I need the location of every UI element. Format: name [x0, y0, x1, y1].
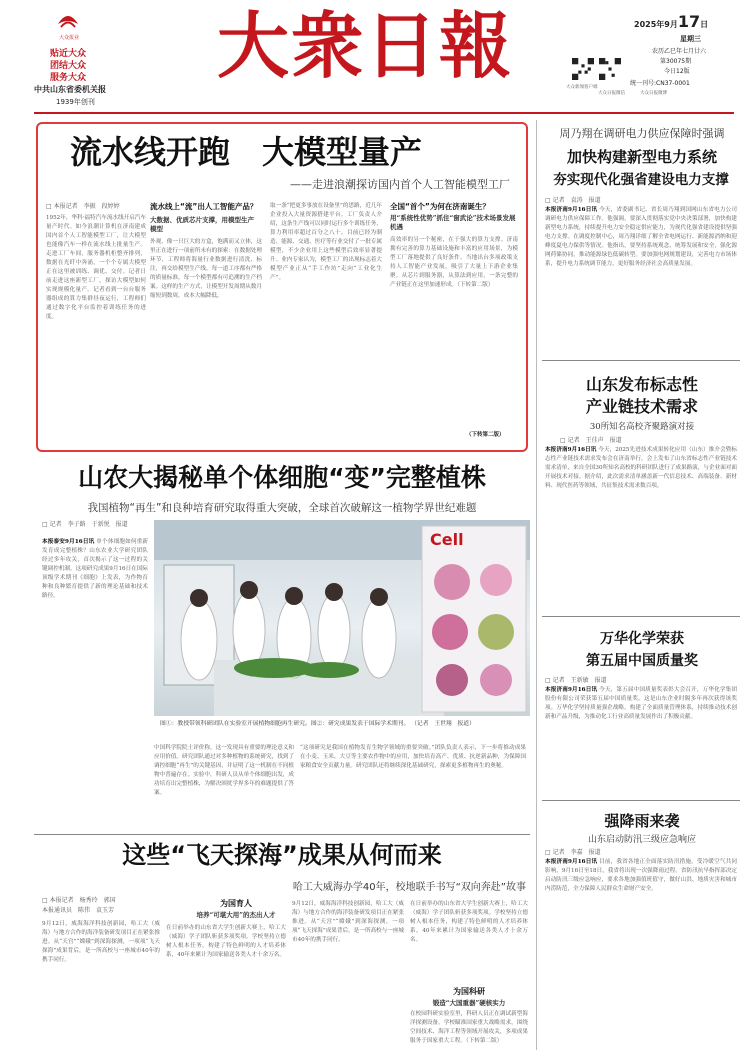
sidebar-mid-subhead: 30所知名高校齐聚路演对接 [589, 422, 695, 432]
sidebar-top-text [545, 206, 737, 352]
qr-label-weibo: 大众日报微博 [640, 91, 667, 96]
second-headline: 山农大揭秘单个体细胞“变”完整植株 [78, 463, 486, 492]
masthead-divider [34, 112, 734, 114]
lead-col4: 高效率的另一个秘密，在于强大的算力支撑。济南拥有完善的算力基础设施和丰富的应用场景，为模型工厂落地提供了良好条件。当地出台多项政策支持人工智能产业发展，吸引了大量上下游企业集聚。从芯片到服务器，从算法到应用，一条完整的产业链正在这里加速形成。（下转第二版） [390, 237, 518, 288]
third-sub1-quote: 培养“可堪大用”的杰出人才 [196, 911, 276, 919]
issue-number: 第30075期 [660, 58, 692, 65]
third-sub1: 为国育人 [220, 899, 252, 908]
sidebar-award-headline-2: 第五届中国质量奖 [586, 653, 698, 669]
sidebar-award-headline-1: 万华化学荣获 [600, 631, 684, 647]
sidebar-top-kicker: 周乃翔在调研电力供应保障时强调 [559, 127, 725, 140]
lead-col2-heading: 流水线上“流”出人工智能产品？ [150, 202, 258, 211]
qr-label-app: 大众新闻客户端 [566, 85, 598, 90]
third-col2: 在日前举办的山东省大学生创新大赛上，哈工大（威海）学子团队斩获多项奖项。学校坚持立德树人根本任务，构建了特色鲜明的人才培养体系，40年来累计为国家输送各类人才十余万名。 [166, 925, 286, 958]
date-year-month: 2025年9月 [634, 20, 678, 29]
sidebar-rule-1 [542, 360, 740, 361]
photo-caption [160, 720, 524, 729]
sidebar-top-body: 今天，省委副书记、省长周乃翔到国网山东省电力公司调研电力供应保障工作。他强调，要深入贯彻落实党中央决策部署，加快构建新型电力系统，持续提升电力安全稳定供应能力，为现代化强省建设提供坚强电力支撑。在调度控制中心，周乃翔详细了解全省电网运行、新能源消纳和迎峰度夏电力保供等情况。他指出，要坚持系统观念，统筹发展和安全，强化源网荷储协同，推动能源绿色低碳转型。要加强电网规划建设，完善电力市场体系，提升电力系统调节能力，更好服务经济社会高质量发展。 [545, 207, 737, 267]
sidebar-rain-headline: 强降雨来袭 [604, 812, 680, 830]
lead-col1: 1952年，华科·福特汽车流水线开启汽车量产时代。如今浪潮计算机在济南建成国内首个人工智能模型工厂，让大模型也能像汽车一样在流水线上批量生产。走进工厂车间，服务器机柜整齐排列，数据在光纤中奔涌，一个个专属大模型正在这里被训练、调优、交付。记者日前走进这座新型工厂，探访大模型如何实现规模化量产。记者看到一台台服务器组成的算力集群昼夜运行，工程师们通过数字化平台监控着训练任务的进度。 [46, 215, 146, 320]
masthead [0, 0, 749, 112]
lead-byline: □ 本报记者 李振 段婷婷 [46, 203, 120, 210]
org-line: 中共山东省委机关报 [34, 85, 106, 94]
slogan-1: 贴近大众 [50, 49, 87, 59]
third-sub2-quote: 锻造“大国重器”硬核实力 [432, 999, 506, 1007]
cell-journal-label: Cell [430, 530, 464, 549]
publication-code: 统一刊号:CN37-0001 [630, 80, 690, 87]
sidebar-top-dateline: 本报济南9月16日讯 [545, 207, 598, 213]
slogan-2: 团结大众 [50, 61, 87, 71]
founded-line: 1939年创刊 [56, 98, 95, 106]
sidebar-rain-text [545, 858, 737, 1048]
date-day: 17 [677, 12, 701, 31]
sidebar-rain-dateline: 本报济南9月16日讯 [545, 859, 598, 865]
sidebar-top-byline: □ 记者 袁涛 报道 [545, 197, 601, 204]
publisher-short: 大众报业 [58, 35, 79, 41]
lead-subhead: ——走进浪潮探访国内首个人工智能模型工厂 [290, 178, 510, 191]
sidebar-rain-byline: □ 记者 李嘉 报道 [545, 849, 601, 856]
date-unit: 日 [700, 20, 709, 29]
sidebar-award-text [545, 686, 737, 790]
sidebar-rule-3 [542, 800, 740, 801]
date-block [634, 12, 734, 31]
sidebar-mid-byline: □ 记者 王佳声 报道 [560, 437, 622, 444]
sidebar-award-body: 今天，第五届中国质量奖表彰大会召开，万华化学集团股份有限公司荣获第五届中国质量奖。这是山东企业时隔多年再次获得该奖项。万华化学坚持质量强企战略，构建了全面质量管理体系，持续推动技术创新和产品升级，为推动化工行业高质量发展作出了积极贡献。 [545, 687, 737, 720]
second-body: 单个体细胞如何重新发育成完整植株？山东农业大学研究团队经过多年攻关，首次揭示了这一过程的关键调控机制。这项研究成果9月16日在国际顶级学术期刊《细胞》上发表，为作物育种和良种繁育提供了新的理论基础和技术路径。 [42, 539, 148, 599]
sidebar-top-headline-2: 夯实现代化强省建设电力支撑 [553, 172, 729, 188]
lead-col3: 取一条“把更多事放在设备里”的思路，近几年企业投入大量资源搭建平台。工厂负责人介绍，这条生产线可以同时运行多个训练任务，算力利用率超过百分之八十。目前已经为制造、能源、交通、医疗等行业交付了一批专属模型，不少企业用上这些模型后效率显著提升。业内专家认为，模型工厂的出现标志着大模型产业正从“手工作坊”走向“工业化生产”。 [270, 203, 382, 281]
lead-headline: 流水线开跑 大模型量产 [70, 133, 423, 171]
sidebar-mid-text [545, 446, 737, 606]
second-subhead: 我国植物“再生”和良种培育研究取得重大突破，全球首次破解这一植物学界世纪难题 [87, 502, 477, 514]
sidebar-mid-headline-1: 山东发布标志性 [585, 375, 698, 394]
third-subhead: 哈工大威海办学40年，校地联手书写“双向奔赴”故事 [292, 882, 526, 893]
lead-col2-quote: 大数据、优质芯片支撑，用模型生产模型 [150, 216, 254, 233]
sidebar-top-headline-1: 加快构建新型电力系统 [566, 148, 717, 166]
lead-col4-quote: 用“系统性优势”抓住“窗武论”技术场景发展机遇 [390, 214, 516, 231]
third-headline: 这些“飞天探海”成果从何而来 [122, 841, 442, 869]
third-col4-top: 在日前举办的山东省大学生创新大赛上，哈工大（威海）学子团队斩获多项奖项。学校坚持立德树人根本任务，构建了特色鲜明的人才培养体系，40年来累计为国家输送各类人才十余万名。 [410, 901, 528, 943]
cell-journal-cover-icon [426, 554, 522, 704]
newspaper-title: 大衆日報 [216, 3, 513, 88]
sidebar-mid-dateline: 本报济南9月16日讯 [545, 447, 597, 453]
second-byline: □ 记者 李子路 于新悦 报道 [42, 521, 128, 528]
second-col2: 中国科学院院士评价称，这一发现具有重要的理论意义和应用价值。研究团队通过对多种植物的系统研究，找到了调控细胞“再生”的关键基因，并证明了这一机制在不同植物中普遍存在。实验中，科研人员从单个体细胞出发，成功培育出完整植株，为解决困扰学界多年的难题提供了答案。 [154, 745, 294, 796]
lunar-date: 农历乙巳年七月廿六 [652, 48, 707, 55]
caption-text: 图①：教授带领科研团队在实验室开展植物细胞再生研究。图②：研究成果发表于国际学术期刊。 [160, 721, 410, 727]
sidebar-divider [536, 120, 537, 1050]
section-rule [34, 834, 530, 835]
third-col3: 9月12日，威海海洋科技创新园，哈工大（威海）与地方合作的海洋装备研发项目正在紧张推进。从“天宫”“嫦娥”到深海探测，一项项“飞天探海”成果背后，是一所高校与一座城市40年的携手同行。 [292, 901, 404, 943]
dazhong-logo-icon [55, 6, 81, 32]
qr-label-wechat: 大众日报微信 [598, 91, 625, 96]
sidebar-rule-2 [542, 616, 740, 617]
sidebar-award-byline: □ 记者 王新敏 报道 [545, 677, 607, 684]
third-byline: □ 本报记者 杨秀玲 郭国 [42, 897, 116, 904]
third-col4-bottom: 在校园科研实验室里，科研人员正在调试新型海洋探测设备。学校瞄准国家重大战略需求，围绕空间技术、海洋工程等领域开展攻关，多项成果服务于国家重大工程。（下转第二版） [410, 1011, 528, 1044]
weekday: 星期三 [680, 35, 701, 43]
third-intro: 9月12日，威海海洋科技创新园，哈工大（威海）与地方合作的海洋装备研发项目正在紧张推进。从“天宫”“嫦娥”到深海探测，一项项“飞天探海”成果背后，是一所高校与一座城市40年的携手同行。 [42, 921, 160, 963]
slogan-3: 服务大众 [50, 73, 87, 83]
sidebar-award-dateline: 本报济南9月16日讯 [545, 687, 598, 693]
photo-credit: （记者 王世翔 报道） [411, 721, 475, 727]
second-dateline: 本报泰安9月16日讯 [42, 539, 95, 545]
second-col1 [42, 538, 148, 830]
sidebar-mid-headline-2: 产业链技术需求 [585, 397, 698, 416]
sidebar-rain-body: 目前，我省各地正全面落实防汛措施。受冷暖空气共同影响，9月16日至18日，我省将出现一次强降雨过程。省防汛抗旱指挥部决定启动防汛三级应急响应，要求各地加强值班值守，做好山洪、地质灾害和城市内涝防范，全力保障人民群众生命财产安全。 [545, 859, 737, 892]
sidebar-mid-body: 今天，2025先进技术成果转化应用（山东）推介会暨标志性产业链技术需求发布会在济南举行。会上发布了山东省标志性产业链技术需求清单，来自全国30所知名高校的科研团队进行了成果路演，与企业面对面开展技术对接。据介绍，此次需求清单涵盖新一代信息技术、高端装备、新材料、现代医药等领域，共征集技术需求数百项。 [545, 447, 737, 489]
third-byline-2: 本报通讯员 陈伟 袁玉芳 [42, 907, 115, 914]
lead-col2: 外观、像一只巨大的方盒，饱满而又立体，这里正在进行一项前所未有的探索：在数据处理环节，工程师将海量行业数据进行清洗、标注，再交给模型生产线。每一道工序都有严格的质量标准，每一个模型都有可追溯的生产档案。这样的生产方式，让模型开发周期从数月缩短到数周，成本大幅降低。 [150, 239, 262, 299]
lead-col4-heading: 全国“首个”为何在济南诞生？ [390, 202, 490, 211]
sidebar-rain-subhead: 山东启动防汛三级应急响应 [587, 835, 696, 845]
second-col3: “这项研究是我国在植物发育生物学领域的重要突破。”团队负责人表示，下一步将推动成果在小麦、玉米、大豆等主要农作物中的应用，加快培育高产、优质、抗逆新品种，为保障国家粮食安全贡献力量。研究团队还将继续深化基础研究，探索更多植物再生的奥秘。 [300, 745, 526, 769]
third-sub2: 为国科研 [453, 987, 485, 996]
lead-continued: （下转第二版） [466, 432, 505, 438]
pages-count: 今日12版 [664, 68, 690, 75]
lab-photo [154, 520, 530, 716]
qr-code-icon [572, 58, 594, 80]
qr-code-icon [599, 58, 621, 80]
